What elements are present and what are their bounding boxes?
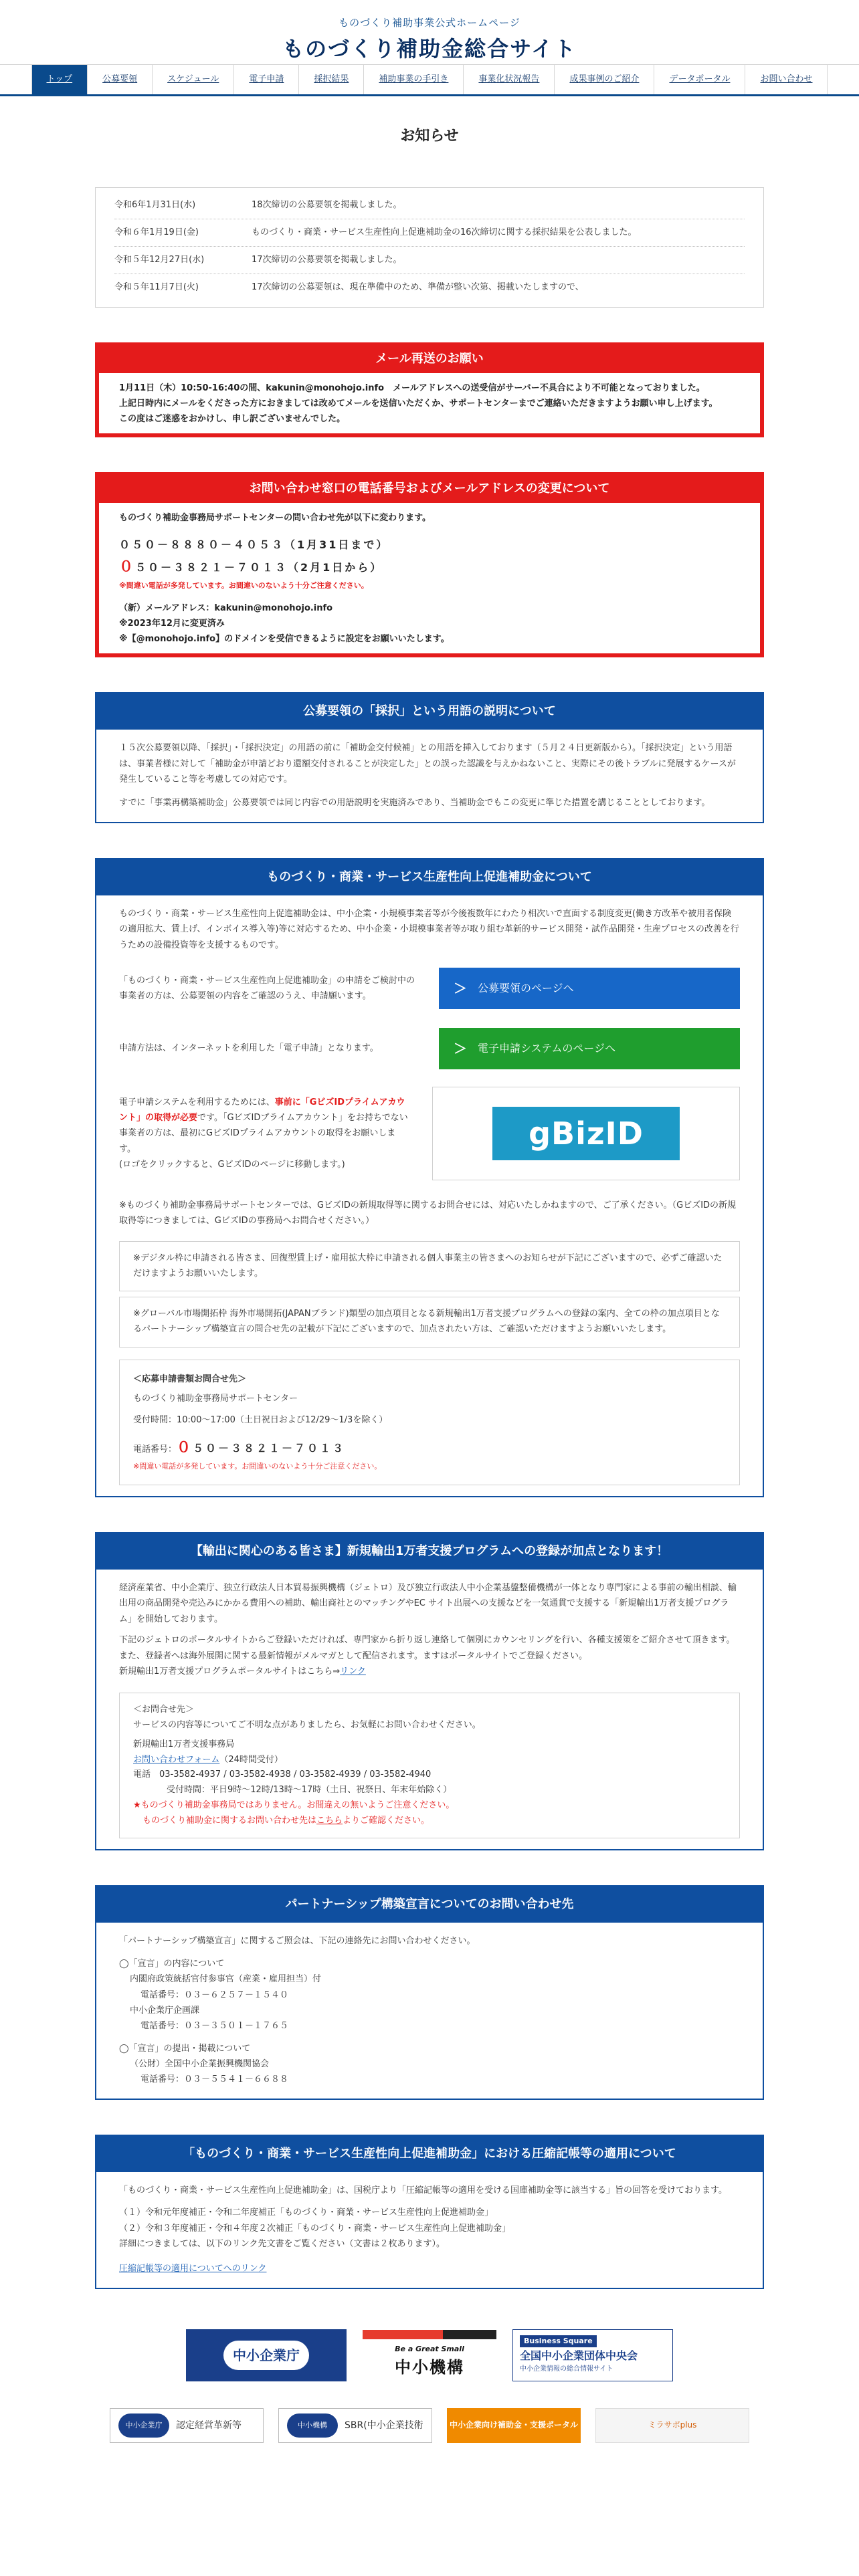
banner-hojo-portal[interactable]: 中小企業向け補助金・支援ポータル xyxy=(447,2408,581,2443)
partnership-s2: ◯「宣言」の提出・掲載について xyxy=(119,2043,251,2054)
smrj-stripe xyxy=(363,2330,496,2339)
banner-sbir-mini: 中小機構 xyxy=(287,2413,338,2438)
export-contact-head: ＜お問合せ先＞ xyxy=(133,1705,195,1715)
about-intro: ものづくり・商業・サービス生産性向上促進補助金は、中小企業・小規模事業者等が今後複数年にわたり相次いで直面する制度変更(働き方改革や被用者保険の適用拡大、賃上げ、インボイス導入等)等に対応するため、中小企業・小規模事業者等が取り組む革新的サービス開発・試作品開発・生産プロセスの改善を行うための設備投資等を支援するものです。 xyxy=(119,908,739,950)
phone-new-zero: ０ xyxy=(119,558,135,574)
news-item xyxy=(114,219,745,247)
chusho-logo-text: 中小企業庁 xyxy=(223,2341,309,2370)
export-red-2-suffix: よりご確認ください。 xyxy=(343,1815,430,1826)
export-here-link[interactable]: こちら xyxy=(316,1815,343,1826)
support-tel-note: ※間違い電話が多発しています。お間違いのないよう十分ご注意ください。 xyxy=(133,1461,382,1471)
contact-change-title: お問い合わせ窓口の電話番号およびメールアドレスの変更について xyxy=(99,476,760,503)
mail-resend-title: メール再送のお願い xyxy=(99,346,760,373)
contact-change-body xyxy=(99,503,760,653)
mail-line: （新）メールアドレス：kakunin@monohojo.info xyxy=(119,603,333,613)
nav-saitaku[interactable]: 採択結果 xyxy=(298,65,363,94)
export-p1: 経済産業省、中小企業庁、独立行政法人日本貿易振興機構（ジェトロ）及び独立行政法人中小企業基盤整備機構が一体となり専門家による事前の輸出相談、輸出用の商品開発や売込みにかかる費用への補助、輸出商社とのマッチングやEC サイト出展への支援などを一気通貫で支援する「新規輸出1万者支援プログラム」を開始しております。 xyxy=(119,1583,737,1624)
nav-denshi[interactable]: 電子申請 xyxy=(233,65,298,94)
partnership-s1-b: 中小企業庁企画課 xyxy=(130,2005,200,2016)
compression-body xyxy=(96,2172,763,2288)
saitaku-p1: １５次公募要領以降、「採択」・「採択決定」の用語の前に「補助金交付候補」との用語を挿入しております（５月２４日更新版から）。「採択決定」という用語は、事業者様に対して「補助金が申請どおり還額交付されることが決定した」との誤った認識を与えかねないこと、実際にその後トラブルに発展するケースが発生していること等を考慮しての対応です。 xyxy=(119,743,736,785)
bsq-desc: 中小企業情報の総合情報サイト xyxy=(520,2365,613,2373)
saitaku-section xyxy=(95,692,764,823)
news-text: 17次締切の公募要領を掲載しました。 xyxy=(252,254,402,265)
gbiz-text-b: です。「GビズIDプライムアカウント」をお持ちでない事業者の方は、最初にGビズIDプライムアカウントの取得をお願いします。 xyxy=(119,1112,408,1154)
news-item xyxy=(114,192,745,219)
saitaku-title: 公募要領の「採択」という用語の説明について xyxy=(96,693,763,730)
apply-text: 「ものづくり・商業・サービス生産性向上促進補助金」の申請をご検討中の事業者の方は、公募要領の内容をご確認のうえ、申請願います。 xyxy=(119,975,415,1001)
partnership-s1-a: 内閣府政策統括官付参事官（産業・雇用担当）付 xyxy=(130,1974,322,1985)
digital-note: ※デジタル枠に申請される皆さま、回復型賃上げ・雇用拡大枠に申請される個人事業主の皆さまへのお知らせが下記にございますので、必ずご確認いただけますようお願いいたします。 xyxy=(133,1253,723,1279)
contact-change-notice xyxy=(95,472,764,657)
smrj-logo[interactable] xyxy=(363,2329,496,2381)
banner-nintei-label: 認定経営革新等 xyxy=(176,2420,242,2431)
news-date: 令和５年11月7日(火) xyxy=(114,282,199,293)
global-nav xyxy=(0,64,859,96)
phone-old: ０５０－８８８０－４０５３（1月31日まで） xyxy=(119,538,389,551)
footer-logos xyxy=(95,2329,764,2381)
digital-note-box xyxy=(119,1241,740,1292)
nav-tebiki[interactable]: 補助事業の手引き xyxy=(363,65,463,94)
global-note: ※グローバル市場開拓枠 海外市場開拓(JAPANブランド)類型の加点項目となる新規輸出1万者支援プログラムへの登録の案内、全ての枠の加点項目となるパートナーシップ構築宣言の問合せ先の記載が下記にございますので、加点されたい方は、ご確認いただけますようお願いいたします。 xyxy=(133,1309,720,1335)
mail-resend-notice xyxy=(95,342,764,437)
support-tel-zero: ０ xyxy=(177,1439,193,1456)
compression-item-1: （１）令和元年度補正・令和二年度補正「ものづくり・商業・サービス生産性向上促進補助金」 xyxy=(119,2208,494,2218)
gbiz-text-c: (ロゴをクリックすると、GビズIDのページに移動します。) xyxy=(119,1160,345,1170)
chusho-logo[interactable] xyxy=(186,2329,347,2381)
nav-koubo[interactable]: 公募要領 xyxy=(87,65,152,94)
about-body xyxy=(96,895,763,1496)
compression-section xyxy=(95,2135,764,2289)
compression-item-2: （２）令和３年度補正・令和４年度２次補正「ものづくり・商業・サービス生産性向上促進補助金」 xyxy=(119,2223,511,2234)
news-item xyxy=(114,247,745,274)
export-red-1: ★ものづくり補助金事務局ではありません。お間違えの無いようご注意ください。 xyxy=(133,1800,455,1810)
export-p3-text: 新規輸出1万者支援プログラムポータルサイトはこちら⇒ xyxy=(119,1666,341,1677)
site-title[interactable]: ものづくり補助金総合サイト xyxy=(282,36,577,62)
gbiz-row xyxy=(119,1087,740,1180)
export-tel: 電話 03-3582-4937 / 03-3582-4938 / 03-3582-4939 / 03-3582-4940 xyxy=(133,1769,432,1780)
chevron-right-icon: ＞ xyxy=(454,980,467,996)
site-subtitle: ものづくり補助事業公式ホームページ xyxy=(339,17,520,29)
export-hours: 受付時間：平日9時～12時/13時～17時（土日、祝祭日、年末年始除く） xyxy=(167,1785,452,1796)
footer-banners xyxy=(95,2408,764,2443)
gbiz-text-a: 電子申請システムを利用するためには、 xyxy=(119,1097,275,1107)
news-text: 17次締切の公募要領は、現在準備中のため、準備が整い次第、掲載いたしますので、 xyxy=(252,282,584,293)
about-section xyxy=(95,858,764,1497)
phone-note: ※間違い電話が多発しています。お間違いのないよう十分ご注意ください。 xyxy=(119,580,369,590)
bsq-name: 全国中小企業団体中央会 xyxy=(520,2349,638,2362)
nav-schedule[interactable]: スケジュール xyxy=(152,65,233,94)
denshi-button-label: 電子申請システムのページへ xyxy=(478,1041,616,1055)
support-contact-tel xyxy=(133,1435,726,1460)
koubo-row xyxy=(119,968,740,1009)
export-p3 xyxy=(119,1664,740,1679)
export-portal-link[interactable]: リンク xyxy=(340,1666,366,1677)
denshi-button[interactable] xyxy=(439,1028,740,1069)
export-form-link[interactable]: お問い合わせフォーム xyxy=(133,1754,220,1765)
partnership-s2-a: （公財）全国中小企業振興機関協会 xyxy=(130,2059,270,2070)
partnership-s1-tel1: 電話番号：０３－６２５７－１５４０ xyxy=(140,1990,289,2000)
partnership-section xyxy=(95,1885,764,2100)
denshi-text: 申請方法は、インターネットを利用した「電子申請」となります。 xyxy=(119,1043,379,1054)
compression-title: 「ものづくり・商業・サービス生産性向上促進補助金」における圧縮記帳等の適用について xyxy=(96,2136,763,2172)
mail-resend-p2: 上記日時内にメールをくださった方におきましては改めてメールを送信いただくか、サポートセンターまでご連絡いただきますようお願い申し上げます。 xyxy=(119,398,718,409)
phone-new-rest: ５０－３８２１－７０１３（2月1日から） xyxy=(135,561,383,574)
mail-domain-note: ※【@monohojo.info】のドメインを受信できるように設定をお願いいたします。 xyxy=(119,633,450,644)
support-contact-org: ものづくり補助金事務局サポートセンター xyxy=(133,1393,298,1404)
gbiz-note: ※ものづくり補助金事務局サポートセンターでは、GビズIDの新規取得等に関するお問合せには、対応いたしかねますので、ご了承ください。（GビズIDの新規取得等につきましては、GビズIDの事務局へお問合せください。） xyxy=(119,1200,737,1226)
support-tel-label: 電話番号： xyxy=(133,1444,177,1455)
partnership-body xyxy=(96,1923,763,2099)
gbiz-text-red: 事前に「GビズIDプライムアカウント」の取得が必要 xyxy=(119,1097,405,1123)
banner-sbir[interactable] xyxy=(278,2408,432,2443)
export-contact-2: 新規輸出1万者支援事務局 xyxy=(133,1739,235,1749)
nav-report[interactable]: 事業化状況報告 xyxy=(463,65,554,94)
compression-link[interactable]: 圧縮記帳等の適用についてへのリンク xyxy=(119,2264,267,2274)
phone-new xyxy=(119,554,740,579)
mail-resend-body xyxy=(99,373,760,433)
nav-top[interactable]: トップ xyxy=(31,65,88,94)
saitaku-p2: すでに「事業再構築補助金」公募要領では同じ内容での用語説明を実施済みであり、当補助金でもこの変更に準じた措置を講じることとしております。 xyxy=(119,798,710,809)
smrj-logo-tagline: Be a Great Small xyxy=(395,2344,464,2353)
banner-sbir-label: SBR(中小企業技術 xyxy=(345,2420,423,2431)
mail-change-date: ※2023年12月に変更済み xyxy=(119,618,225,629)
banner-mirasapo[interactable]: ミラサポplus xyxy=(595,2408,749,2443)
main-content xyxy=(95,124,764,2443)
koubo-button-label: 公募要領のページへ xyxy=(478,981,574,994)
support-contact-hours: 受付時間：10:00～17:00（土日祝日および12/29～1/3を除く） xyxy=(133,1415,388,1426)
news-list[interactable] xyxy=(95,187,764,308)
partnership-intro: 「パートナーシップ構築宣言」に関するご照会は、下記の連絡先にお問い合わせください。 xyxy=(119,1936,476,1947)
support-tel-rest: ５０－３８２１－７０１３ xyxy=(193,1442,346,1455)
export-form-suffix: （24時間受付） xyxy=(219,1754,283,1765)
news-date: 令和６年1月19日(金) xyxy=(114,227,199,237)
koubo-button[interactable] xyxy=(439,968,740,1009)
nav-data-portal[interactable]: データポータル xyxy=(654,65,745,94)
news-item xyxy=(114,274,745,302)
support-contact-head: ＜応募申請書類お問合せ先＞ xyxy=(133,1374,247,1384)
saitaku-body xyxy=(96,730,763,822)
partnership-s1-tel2: 電話番号：０３－３５０１－１７６５ xyxy=(140,2021,289,2032)
compression-p2: 詳細につきましては、以下のリンク先文書をご覧ください（文書は２枚あります）。 xyxy=(119,2239,445,2250)
partnership-title: パートナーシップ構築宣言についてのお問い合わせ先 xyxy=(96,1887,763,1923)
export-p2: 下記のジェトロのポータルサイトからご登録いただければ、専門家から折り返し連絡して個別にカウンセリングを行い、各種支援策をご紹介させて頂きます。また、登録者へは海外展開に関する最新情報がメルマガとして配信されます。ますはポータルサイトでご登録ください。 xyxy=(119,1635,735,1661)
export-form-row xyxy=(133,1753,726,1768)
business-square-logo[interactable] xyxy=(512,2329,673,2381)
partnership-s1: ◯「宣言」の内容について xyxy=(119,1958,225,1969)
page-title: お知らせ xyxy=(400,128,459,144)
partnership-s2-tel: 電話番号：０３－５５４１－６６８８ xyxy=(140,2074,289,2085)
gbiz-logo-frame xyxy=(432,1087,740,1180)
global-note-box xyxy=(119,1297,740,1348)
export-red-2-text: ものづくり補助金に関するお問い合わせ先は xyxy=(142,1815,317,1826)
mail-resend-p1: 1月11日（木）10:50-16:40の間、kakunin@monohojo.info メールアドレスへの送受信がサーバー不具合により不可能となっておりました。 xyxy=(119,383,705,393)
export-contact-box xyxy=(119,1693,740,1838)
news-date: 令和6年1月31日(水) xyxy=(114,199,196,210)
chevron-right-icon: ＞ xyxy=(454,1040,467,1057)
mail-resend-p3: この度はご迷惑をおかけし、申し訳ございませんでした。 xyxy=(119,413,346,424)
banner-nintei-mini: 中小企業庁 xyxy=(118,2413,169,2438)
nav-contact[interactable]: お問い合わせ xyxy=(745,65,828,94)
export-title: 【輸出に関心のある皆さま】新規輸出1万者支援プログラムへの登録が加点となります！ xyxy=(96,1533,763,1570)
nav-cases[interactable]: 成果事例のご紹介 xyxy=(554,65,654,94)
bsq-label: Business Square xyxy=(520,2335,597,2347)
gbiz-text xyxy=(119,1095,412,1173)
banner-nintei[interactable] xyxy=(110,2408,264,2443)
news-date: 令和５年12月27日(水) xyxy=(114,254,205,265)
about-title: ものづくり・商業・サービス生産性向上促進補助金について xyxy=(96,859,763,895)
news-text: 18次締切の公募要領を掲載しました。 xyxy=(252,199,402,210)
export-body xyxy=(96,1570,763,1849)
denshi-row xyxy=(119,1028,740,1069)
compression-p1: 「ものづくり・商業・サービス生産性向上促進補助金」は、国税庁より「圧縮記帳等の適用を受ける国庫補助金等に該当する」旨の回答を受けております。 xyxy=(119,2185,727,2195)
export-red-2 xyxy=(133,1814,726,1829)
news-text: ものづくり・商業・サービス生産性向上促進補助金の16次締切に関する採択結果を公表しました。 xyxy=(252,227,637,237)
gbiz-logo[interactable]: gBizID xyxy=(492,1107,680,1160)
smrj-logo-text: 中小機構 xyxy=(395,2358,464,2377)
export-section xyxy=(95,1532,764,1850)
contact-change-intro: ものづくり補助金事務局サポートセンターの問い合わせ先が以下に変わります。 xyxy=(119,513,432,524)
support-contact-box xyxy=(119,1360,740,1485)
export-contact-1: サービスの内容等についてご不明な点がありましたら、お気軽にお問い合わせください。 xyxy=(133,1720,481,1731)
site-header xyxy=(0,0,859,64)
